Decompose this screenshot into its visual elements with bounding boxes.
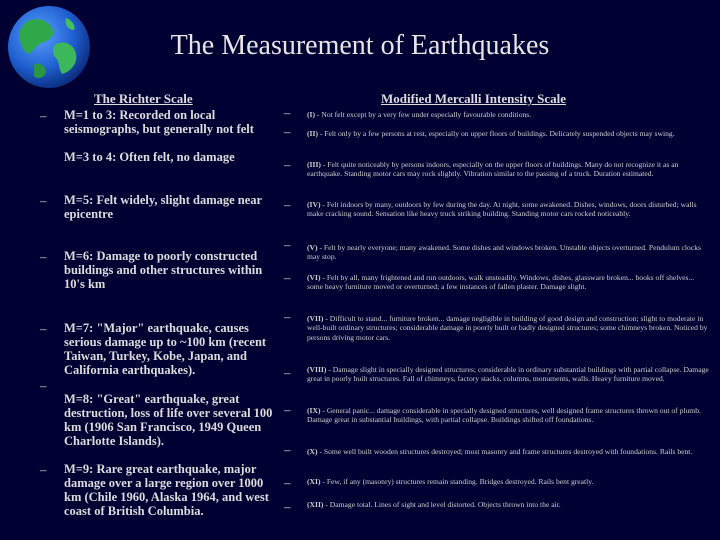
mercalli-bullet: –	[284, 270, 291, 285]
richter-item-5: M=7: "Major" earthquake, causes serious damage up to ~100 km (recent Taiwan, Turkey, Kobe, Japan, and California earthquakes).	[64, 321, 267, 377]
mercalli-heading: Modified Mercalli Intensity Scale	[381, 91, 566, 106]
mercalli-bullet: –	[284, 124, 291, 139]
mercalli-item-10: (X) - Some well built wooden structures destroyed; most masonry and frame structures destroyed with foundations. Rails bent.	[307, 447, 693, 456]
richter-bullet: –	[40, 193, 47, 208]
mercalli-item-8: (VIII) - Damage slight in specially designed structures; considerable in ordinary substantial buildings with partial collapse. Damage great in poorly built structures. Fall of chimneys, factory stacks, columns, monuments, walls. Heavy furniture moved.	[307, 365, 709, 384]
mercalli-item-7: (VII) - Difficult to stand... furniture broken... damage negligible in building of good design and construction; slight to moderate in well-built ordinary structures; considerable damage in poorly built or badly designed structures; some chimneys broken. Noticed by persons driving motor cars.	[307, 314, 708, 342]
mercalli-bullet: –	[284, 365, 291, 380]
mercalli-bullet: –	[284, 442, 291, 457]
mercalli-item-2: (II) - Felt only by a few persons at rest, especially on upper floors of buildings. Delicately suspended objects may swing.	[307, 129, 675, 138]
richter-heading: The Richter Scale	[94, 91, 193, 106]
mercalli-item-11: (XI) - Few, if any (masonry) structures remain standing. Bridges destroyed. Rails bent greatly.	[307, 477, 594, 486]
mercalli-bullet: –	[284, 499, 291, 514]
mercalli-item-3: (III) - Felt quite noticeably by persons indoors, especially on the upper floors of buildings. Many do not recognize it as an earthquake. Standing motor cars may rock slightly. Vibration similar to the passing of a truck. Duration estimated.	[307, 160, 679, 179]
mercalli-bullet: –	[284, 105, 291, 120]
richter-bullet: –	[40, 321, 47, 336]
richter-item-6: M=8: "Great" earthquake, great destruction, loss of life over several 100 km (1906 San Francisco, 1949 Queen Charlotte Islands).	[64, 392, 273, 448]
mercalli-item-4: (IV) - Felt indoors by many, outdoors by few during the day. At night, some awakened. Dishes, windows, doors disturbed; walls make cracking sound. Sensation like heavy truck striking building. Standing motor cars rocked noticeably.	[307, 200, 697, 219]
richter-item-4: M=6: Damage to poorly constructed buildings and other structures within 10's km	[64, 249, 263, 291]
richter-bullet: –	[40, 249, 47, 264]
richter-bullet: –	[40, 108, 47, 123]
mercalli-item-9: (IX) - General panic... damage considerable in specially designed structures, well designed frame structures thrown out of plumb. Damage great in substantial buildings, with partial collapse. Buildings shifted off foundations.	[307, 406, 701, 425]
mercalli-item-5: (V) - Felt by nearly everyone; many awakened. Some dishes and windows broken. Unstable objects overturned. Pendulum clocks may stop.	[307, 243, 701, 262]
richter-item-7: M=9: Rare great earthquake, major damage over a large region over 1000 km (Chile 1960, Alaska 1964, and west coast of British Columbia.	[64, 462, 269, 518]
mercalli-bullet: –	[284, 402, 291, 417]
richter-item-1: M=1 to 3: Recorded on local seismographs, but generally not felt	[64, 108, 254, 136]
mercalli-item-6: (VI) - Felt by all, many frightened and run outdoors, walk unsteadily. Windows, dishes, glassware broken... books off shelves... some heavy furniture moved or overturned; a few instances of fallen plaster. Damage slight.	[307, 273, 695, 292]
mercalli-bullet: –	[284, 157, 291, 172]
mercalli-bullet: –	[284, 197, 291, 212]
mercalli-item-12: (XII) - Damage total. Lines of sight and level distorted. Objects thrown into the air.	[307, 500, 561, 509]
richter-bullet: –	[40, 378, 47, 393]
mercalli-bullet: –	[284, 475, 291, 490]
richter-item-2: M=3 to 4: Often felt, no damage	[64, 150, 235, 164]
mercalli-item-1: (I) - Not felt except by a very few under especially favourable conditions.	[307, 110, 532, 119]
mercalli-bullet: –	[284, 309, 291, 324]
mercalli-bullet: –	[284, 237, 291, 252]
slide-title: The Measurement of Earthquakes	[170, 30, 550, 61]
richter-item-3: M=5: Felt widely, slight damage near epicentre	[64, 193, 262, 221]
richter-bullet: –	[40, 462, 47, 477]
